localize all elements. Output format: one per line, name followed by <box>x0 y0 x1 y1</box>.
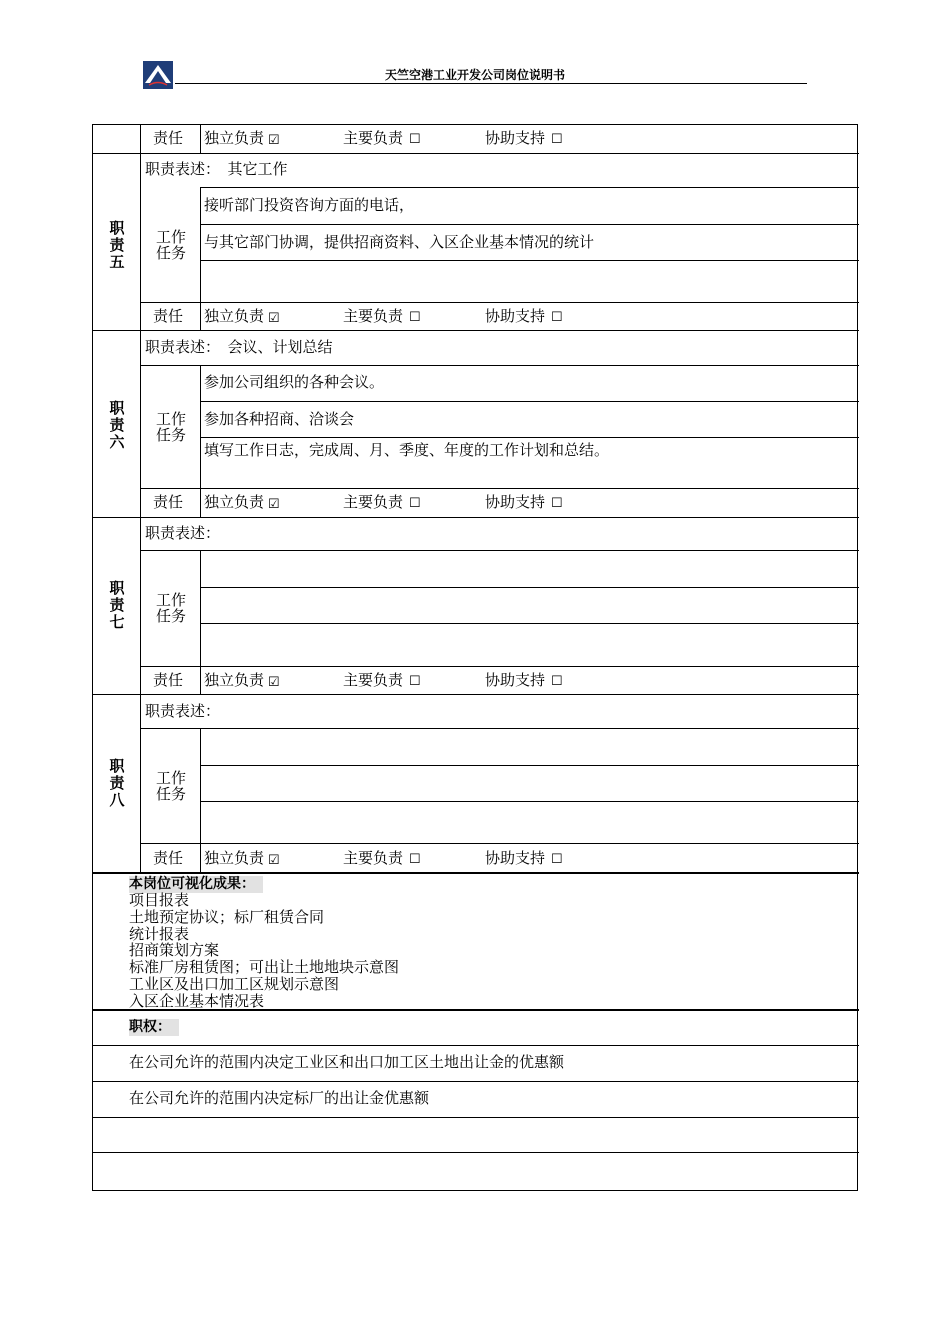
assist-label: 协助支持 <box>485 493 546 511</box>
results-list <box>129 892 399 1010</box>
assist-checkbox[interactable]: ☐ <box>551 310 563 325</box>
results-item: 招商策划方案 <box>129 941 220 960</box>
task-label-7 <box>146 592 196 624</box>
task-label-text: 工作任务 <box>155 228 186 262</box>
task-label-text: 工作任务 <box>155 591 186 625</box>
independent-checkbox[interactable]: ☑ <box>268 853 280 868</box>
results-item: 标准厂房租赁图；可出让土地地块示意图 <box>129 958 400 977</box>
assist-label: 协助支持 <box>485 307 546 325</box>
results-item: 统计报表 <box>129 924 190 943</box>
independent-checkbox[interactable]: ☑ <box>268 133 280 148</box>
duty-6-task-2: 参加各种招商、洽谈会 <box>204 410 355 428</box>
results-heading: 本岗位可视化成果： <box>129 876 263 893</box>
task-label-text: 工作任务 <box>155 410 186 444</box>
main-checkbox[interactable]: ☐ <box>409 132 421 147</box>
job-description-table <box>92 124 858 1191</box>
assist-checkbox[interactable]: ☐ <box>551 674 563 689</box>
main-label: 主要负责 <box>343 493 404 511</box>
main-label: 主要负责 <box>343 671 404 689</box>
duty-5-task-1: 接听部门投资咨询方面的电话， <box>204 196 415 214</box>
duty-label-text: 职责八 <box>109 757 125 809</box>
responsibility-label: 责任 <box>153 307 184 325</box>
assist-label: 协助支持 <box>485 849 546 867</box>
duty-label-text: 职责六 <box>109 399 125 451</box>
duty-6-task-3: 填写工作日志，完成周、月、季度、年度的工作计划和总结。 <box>204 441 610 459</box>
responsibility-label: 责任 <box>153 849 184 867</box>
independent-label: 独立负责 <box>204 307 265 325</box>
company-logo <box>143 61 173 89</box>
task-label-6 <box>146 411 196 443</box>
duty-description-8: 职责表述： <box>145 702 221 720</box>
duty-description-6: 职责表述： 会议、计划总结 <box>145 338 333 356</box>
independent-label: 独立负责 <box>204 129 265 147</box>
assist-checkbox[interactable]: ☐ <box>551 132 563 147</box>
main-checkbox[interactable]: ☐ <box>409 310 421 325</box>
assist-label: 协助支持 <box>485 671 546 689</box>
main-checkbox[interactable]: ☐ <box>409 674 421 689</box>
main-label: 主要负责 <box>343 849 404 867</box>
main-checkbox[interactable]: ☐ <box>409 852 421 867</box>
main-checkbox[interactable]: ☐ <box>409 496 421 511</box>
independent-label: 独立负责 <box>204 493 265 511</box>
independent-label: 独立负责 <box>204 671 265 689</box>
authority-item: 在公司允许的范围内决定工业区和出口加工区土地出让金的优惠额 <box>129 1053 565 1071</box>
results-item: 土地预定协议；标厂租赁合同 <box>129 907 325 926</box>
authority-heading: 职权： <box>129 1019 179 1036</box>
duty-5-task-2: 与其它部门协调，提供招商资料、入区企业基本情况的统计 <box>204 233 595 251</box>
duty-label-8 <box>107 758 127 818</box>
assist-label: 协助支持 <box>485 129 546 147</box>
authority-item: 在公司允许的范围内决定标厂的出让金优惠额 <box>129 1089 430 1107</box>
task-label-text: 工作任务 <box>155 769 186 803</box>
duty-6-task-1: 参加公司组织的各种会议。 <box>204 373 385 391</box>
main-label: 主要负责 <box>343 129 404 147</box>
duty-label-5 <box>107 220 127 280</box>
duty-label-7 <box>107 580 127 640</box>
header-rule <box>175 83 807 84</box>
duty-description-7: 职责表述： <box>145 524 221 542</box>
task-label-5 <box>146 229 196 261</box>
task-label-8 <box>146 770 196 802</box>
duty-label-text: 职责五 <box>109 219 125 271</box>
results-item: 项目报表 <box>129 891 190 909</box>
main-label: 主要负责 <box>343 307 404 325</box>
assist-checkbox[interactable]: ☐ <box>551 852 563 867</box>
responsibility-label: 责任 <box>153 671 184 689</box>
duty-description-5: 职责表述： 其它工作 <box>145 160 288 178</box>
results-item: 入区企业基本情况表 <box>129 991 265 1010</box>
document-title: 天竺空港工业开发公司岗位说明书 <box>384 68 565 82</box>
independent-label: 独立负责 <box>204 849 265 867</box>
independent-checkbox[interactable]: ☑ <box>268 675 280 690</box>
duty-label-text: 职责七 <box>109 579 125 631</box>
independent-checkbox[interactable]: ☑ <box>268 497 280 512</box>
independent-checkbox[interactable]: ☑ <box>268 311 280 326</box>
duty-label-6 <box>107 400 127 460</box>
results-item: 工业区及出口加工区规划示意图 <box>129 974 340 993</box>
assist-checkbox[interactable]: ☐ <box>551 496 563 511</box>
responsibility-label: 责任 <box>153 493 184 511</box>
responsibility-label: 责任 <box>153 129 184 147</box>
